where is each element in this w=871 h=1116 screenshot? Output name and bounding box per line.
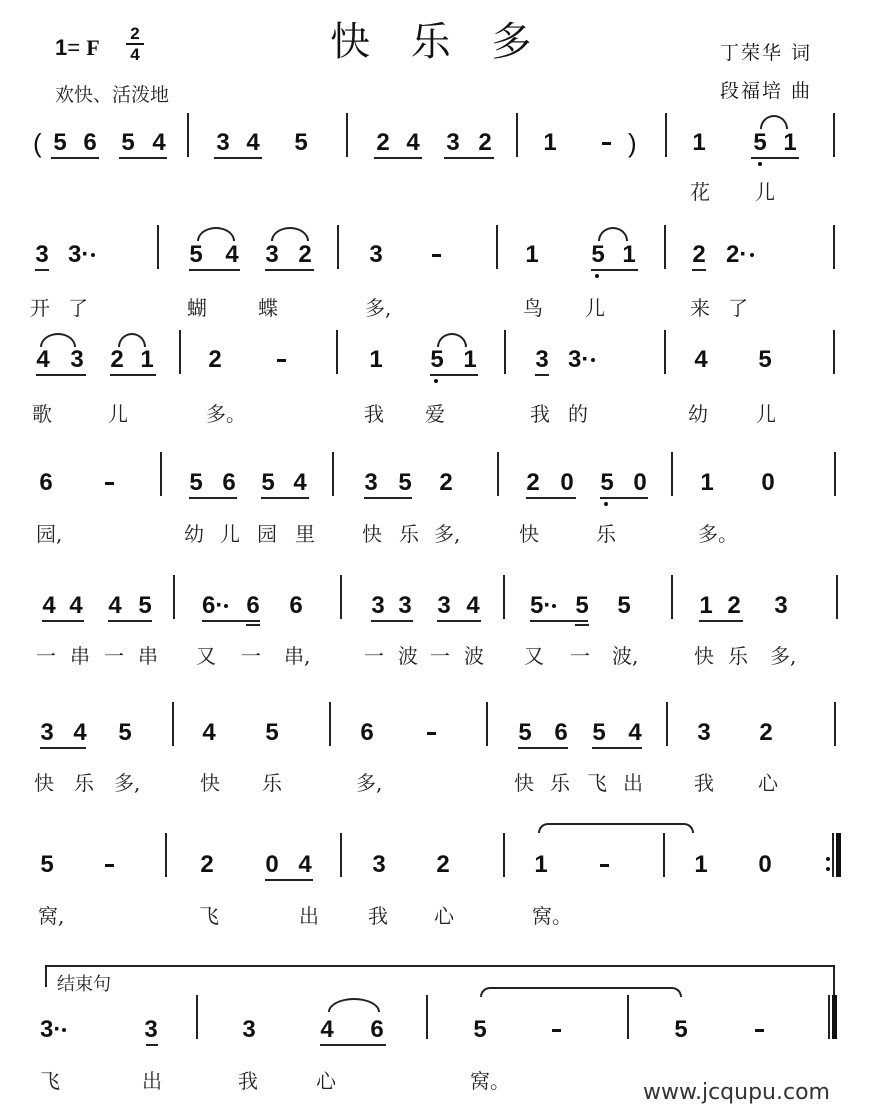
open-paren: (	[33, 128, 42, 158]
slur	[437, 333, 467, 347]
barline	[834, 702, 836, 746]
note: 5	[189, 469, 203, 496]
lyric: 多,	[770, 644, 797, 668]
barline	[833, 330, 835, 374]
lyric: 园,	[36, 522, 63, 546]
note: 5	[518, 719, 532, 746]
note: 5	[430, 346, 444, 373]
underline	[261, 497, 309, 499]
time-signature-top: 2	[130, 24, 140, 43]
note: 6	[360, 719, 374, 746]
ending-bracket-left	[45, 965, 47, 987]
note: 2	[692, 241, 706, 268]
barline	[179, 330, 181, 374]
barline	[627, 995, 629, 1039]
note: 3	[40, 719, 54, 746]
double-underline	[246, 624, 260, 626]
lyric: 幼	[688, 402, 708, 426]
barline	[165, 833, 167, 877]
note: 2	[759, 719, 773, 746]
note: 6	[246, 592, 260, 619]
barline	[504, 330, 506, 374]
note: 5	[600, 469, 614, 496]
low-octave-dot	[758, 162, 762, 166]
note: 5	[575, 592, 589, 619]
underline	[119, 157, 167, 159]
note: 1	[140, 346, 154, 373]
lyric: 飞	[40, 1069, 60, 1093]
barline	[663, 833, 665, 877]
note: 1	[694, 851, 708, 878]
note: 6	[554, 719, 568, 746]
note: 3	[446, 129, 460, 156]
lyric: 波	[464, 644, 484, 668]
underline	[699, 620, 743, 622]
lyric: 串	[70, 644, 90, 668]
underline	[189, 269, 240, 271]
note: 6·	[202, 592, 224, 619]
lyric: 飞	[199, 904, 219, 928]
note: 5	[398, 469, 412, 496]
underline	[320, 1044, 386, 1046]
note: 4	[298, 851, 312, 878]
note: 2	[110, 346, 124, 373]
note: 5	[294, 129, 308, 156]
underline	[146, 1044, 158, 1046]
lyric: 乐	[596, 522, 616, 546]
lyric: 快	[200, 771, 220, 795]
note: 0	[265, 851, 279, 878]
underline	[265, 269, 314, 271]
note: 3·	[40, 1016, 62, 1043]
lyric: 乐	[399, 522, 419, 546]
lyric: 出	[623, 771, 643, 795]
lyric: 快	[34, 771, 54, 795]
note: 6	[289, 592, 303, 619]
lyric: 我	[530, 402, 550, 426]
note: 3	[70, 346, 84, 373]
barline	[187, 113, 189, 157]
barline	[497, 452, 499, 496]
slur	[118, 333, 146, 347]
repeat-dot	[826, 867, 830, 871]
note: 4	[108, 592, 122, 619]
barline	[665, 113, 667, 157]
underline	[214, 157, 262, 159]
lyric: 儿	[585, 296, 605, 320]
note: 0	[560, 469, 574, 496]
note: 2	[439, 469, 453, 496]
lyric: 心	[758, 771, 778, 795]
lyric: 多。	[206, 402, 246, 426]
note: 3	[774, 592, 788, 619]
underline	[374, 157, 422, 159]
key-signature	[55, 35, 100, 61]
lyric: 爱	[425, 402, 445, 426]
lyric: 乐	[74, 771, 94, 795]
underline	[430, 374, 478, 376]
note: 1	[622, 241, 636, 268]
underline	[530, 620, 588, 622]
barline	[486, 702, 488, 746]
barline	[340, 575, 342, 619]
double-underline	[575, 624, 589, 626]
underline	[364, 497, 412, 499]
lyric: 一	[104, 644, 124, 668]
lyric: 波	[398, 644, 418, 668]
dash	[277, 359, 286, 362]
slur	[760, 115, 788, 129]
slur	[197, 227, 235, 241]
note: 1	[525, 241, 539, 268]
barline	[172, 702, 174, 746]
note: 2	[526, 469, 540, 496]
note: 0	[758, 851, 772, 878]
underline	[40, 747, 86, 749]
note: 1	[369, 346, 383, 373]
lyric: 飞	[587, 771, 607, 795]
barline	[173, 575, 175, 619]
underline	[110, 374, 156, 376]
time-signature	[126, 25, 144, 63]
slur	[598, 227, 628, 241]
note: 3	[535, 346, 549, 373]
barline	[337, 225, 339, 269]
lyric: 蝶	[258, 296, 278, 320]
underline	[189, 497, 237, 499]
underline	[42, 620, 84, 622]
note: 2	[208, 346, 222, 373]
barline	[329, 702, 331, 746]
barline	[664, 225, 666, 269]
note: 4	[202, 719, 216, 746]
barline	[834, 452, 836, 496]
lyric: 心	[316, 1069, 336, 1093]
note: 5	[758, 346, 772, 373]
dash	[105, 482, 114, 485]
note: 5	[121, 129, 135, 156]
note: 5	[265, 719, 279, 746]
underline	[437, 620, 481, 622]
ending-label: 结束句	[57, 974, 111, 995]
underline	[692, 269, 706, 271]
note: 4	[406, 129, 420, 156]
key-one: 1	[55, 35, 68, 60]
lyric: 我	[694, 771, 714, 795]
augmentation-dot	[750, 253, 754, 257]
note: 5	[189, 241, 203, 268]
note: 5	[473, 1016, 487, 1043]
dash	[427, 732, 436, 735]
underline	[444, 157, 494, 159]
lyric: 了	[68, 296, 88, 320]
underline	[202, 620, 260, 622]
final-thin-barline	[828, 995, 830, 1039]
underline	[535, 374, 549, 376]
note: 4	[152, 129, 166, 156]
lyric: 串,	[284, 644, 311, 668]
underline	[371, 620, 413, 622]
barline	[336, 330, 338, 374]
lyricist-credit: 丁荣华 词	[720, 42, 813, 64]
note: 4	[293, 469, 307, 496]
lyric: 又	[196, 644, 216, 668]
low-octave-dot	[604, 502, 608, 506]
lyric: 出	[299, 904, 319, 928]
underline	[35, 269, 49, 271]
note: 3	[437, 592, 451, 619]
note: 4	[69, 592, 83, 619]
barline	[346, 113, 348, 157]
lyric: 的	[568, 402, 588, 426]
note: 5	[674, 1016, 688, 1043]
lyric: 一	[430, 644, 450, 668]
note: 1	[692, 129, 706, 156]
lyric: 我	[238, 1069, 258, 1093]
final-thick-barline	[832, 995, 837, 1039]
lyric: 快	[519, 522, 539, 546]
note: 5·	[530, 592, 552, 619]
lyric: 我	[368, 904, 388, 928]
barline	[503, 833, 505, 877]
barline	[426, 995, 428, 1039]
note: 5	[592, 719, 606, 746]
note: 3	[242, 1016, 256, 1043]
barline	[340, 833, 342, 877]
lyric: 一	[241, 644, 261, 668]
dash	[755, 1029, 764, 1032]
note: 0	[633, 469, 647, 496]
barline	[671, 575, 673, 619]
augmentation-dot	[552, 604, 556, 608]
song-title: 快 乐 多	[330, 19, 546, 65]
note: 5	[261, 469, 275, 496]
note: 3	[697, 719, 711, 746]
barline	[332, 452, 334, 496]
lyric: 窝。	[532, 904, 572, 928]
note: 3·	[568, 346, 590, 373]
note: 4	[694, 346, 708, 373]
lyric: 了	[728, 296, 748, 320]
tie	[538, 823, 694, 833]
note: 2	[478, 129, 492, 156]
lyric: 开	[30, 296, 50, 320]
tempo-marking: 欢快、活泼地	[55, 84, 170, 106]
note: 6	[83, 129, 97, 156]
note: 5	[617, 592, 631, 619]
lyric: 一	[570, 644, 590, 668]
note: 1	[699, 592, 713, 619]
note: 6	[222, 469, 236, 496]
lyric: 来	[690, 296, 710, 320]
lyric: 快	[694, 644, 714, 668]
watermark: www.jcqupu.com	[643, 1080, 830, 1105]
lyric: 窝,	[38, 904, 65, 928]
barline	[666, 702, 668, 746]
end-repeat-thick-barline	[836, 833, 841, 877]
slur	[40, 333, 76, 347]
underline	[600, 497, 648, 499]
lyric: 心	[434, 904, 454, 928]
note: 3	[364, 469, 378, 496]
note: 1	[700, 469, 714, 496]
barline	[503, 575, 505, 619]
note: 2	[436, 851, 450, 878]
note: 4	[246, 129, 260, 156]
note: 5	[53, 129, 67, 156]
dash	[600, 864, 609, 867]
barline	[496, 225, 498, 269]
note: 4	[628, 719, 642, 746]
lyric: 快	[514, 771, 534, 795]
note: 1	[534, 851, 548, 878]
underline	[36, 374, 86, 376]
note: 0	[761, 469, 775, 496]
tie	[480, 987, 682, 997]
underline	[591, 269, 638, 271]
lyric: 蝴	[187, 296, 207, 320]
barline	[833, 225, 835, 269]
note: 5	[753, 129, 767, 156]
lyric: 花	[690, 180, 710, 204]
slur	[271, 227, 309, 241]
lyric: 多,	[114, 771, 141, 795]
lyric: 我	[364, 402, 384, 426]
lyric: 出	[142, 1069, 162, 1093]
lyric: 一	[36, 644, 56, 668]
lyric: 儿	[108, 402, 128, 426]
note: 3	[144, 1016, 158, 1043]
ending-bracket-top	[45, 965, 835, 967]
lyric: 幼	[184, 522, 204, 546]
note: 1	[783, 129, 797, 156]
note: 3	[398, 592, 412, 619]
low-octave-dot	[434, 379, 438, 383]
augmentation-dot	[591, 358, 595, 362]
underline	[265, 879, 313, 881]
note: 2·	[726, 241, 748, 268]
lyric: 乐	[550, 771, 570, 795]
lyric: 儿	[755, 180, 775, 204]
note: 1	[463, 346, 477, 373]
lyric: 多,	[434, 522, 461, 546]
close-paren: )	[628, 128, 637, 158]
lyric: 乐	[262, 771, 282, 795]
ending-bracket-right	[833, 965, 835, 995]
note: 3	[216, 129, 230, 156]
underline	[751, 157, 799, 159]
lyric: 串	[138, 644, 158, 668]
barline	[160, 452, 162, 496]
note: 6	[39, 469, 53, 496]
note: 5	[138, 592, 152, 619]
note: 4	[36, 346, 50, 373]
lyric: 乐	[728, 644, 748, 668]
note: 5	[118, 719, 132, 746]
note: 3	[369, 241, 383, 268]
augmentation-dot	[91, 253, 95, 257]
time-signature-bottom: 4	[130, 45, 140, 64]
underline	[592, 747, 642, 749]
barline	[664, 330, 666, 374]
composer-credit: 段福培 曲	[720, 80, 813, 102]
barline	[671, 452, 673, 496]
underline	[108, 620, 152, 622]
note: 2	[200, 851, 214, 878]
lyric: 多,	[365, 296, 392, 320]
underline	[51, 157, 99, 159]
lyric: 歌	[32, 402, 52, 426]
note: 4	[466, 592, 480, 619]
barline	[833, 113, 835, 157]
slur	[328, 998, 380, 1012]
barline	[196, 995, 198, 1039]
note: 2	[727, 592, 741, 619]
lyric: 儿	[220, 522, 240, 546]
note: 4	[320, 1016, 334, 1043]
lyric: 园	[257, 522, 277, 546]
note: 5	[40, 851, 54, 878]
lyric: 又	[524, 644, 544, 668]
barline	[157, 225, 159, 269]
lyric: 鸟	[523, 296, 543, 320]
lyric: 快	[362, 522, 382, 546]
note: 3	[372, 851, 386, 878]
dash	[432, 254, 441, 257]
barline	[516, 113, 518, 157]
note: 4	[73, 719, 87, 746]
note: 3	[265, 241, 279, 268]
underline	[526, 497, 576, 499]
lyric: 里	[295, 522, 315, 546]
lyric: 波,	[612, 644, 639, 668]
underline	[518, 747, 568, 749]
repeat-dot	[826, 857, 830, 861]
note: 5	[591, 241, 605, 268]
lyric: 一	[364, 644, 384, 668]
lyric: 多。	[698, 522, 738, 546]
augmentation-dot	[62, 1028, 66, 1032]
lyric: 儿	[756, 402, 776, 426]
lyric: 多,	[356, 771, 383, 795]
note: 6	[370, 1016, 384, 1043]
note: 3	[35, 241, 49, 268]
final-thin-barline	[832, 833, 834, 877]
barline	[836, 575, 838, 619]
augmentation-dot	[224, 604, 228, 608]
dash	[602, 142, 611, 145]
note: 2	[376, 129, 390, 156]
note: 4	[42, 592, 56, 619]
note: 2	[298, 241, 312, 268]
dash	[105, 864, 114, 867]
key-equals: =	[67, 35, 81, 60]
dash	[552, 1029, 561, 1032]
note: 3·	[68, 241, 90, 268]
note: 1	[543, 129, 557, 156]
lyric: 窝。	[470, 1069, 510, 1093]
key-note: F	[86, 35, 100, 60]
note: 4	[225, 241, 239, 268]
low-octave-dot	[595, 274, 599, 278]
note: 3	[371, 592, 385, 619]
